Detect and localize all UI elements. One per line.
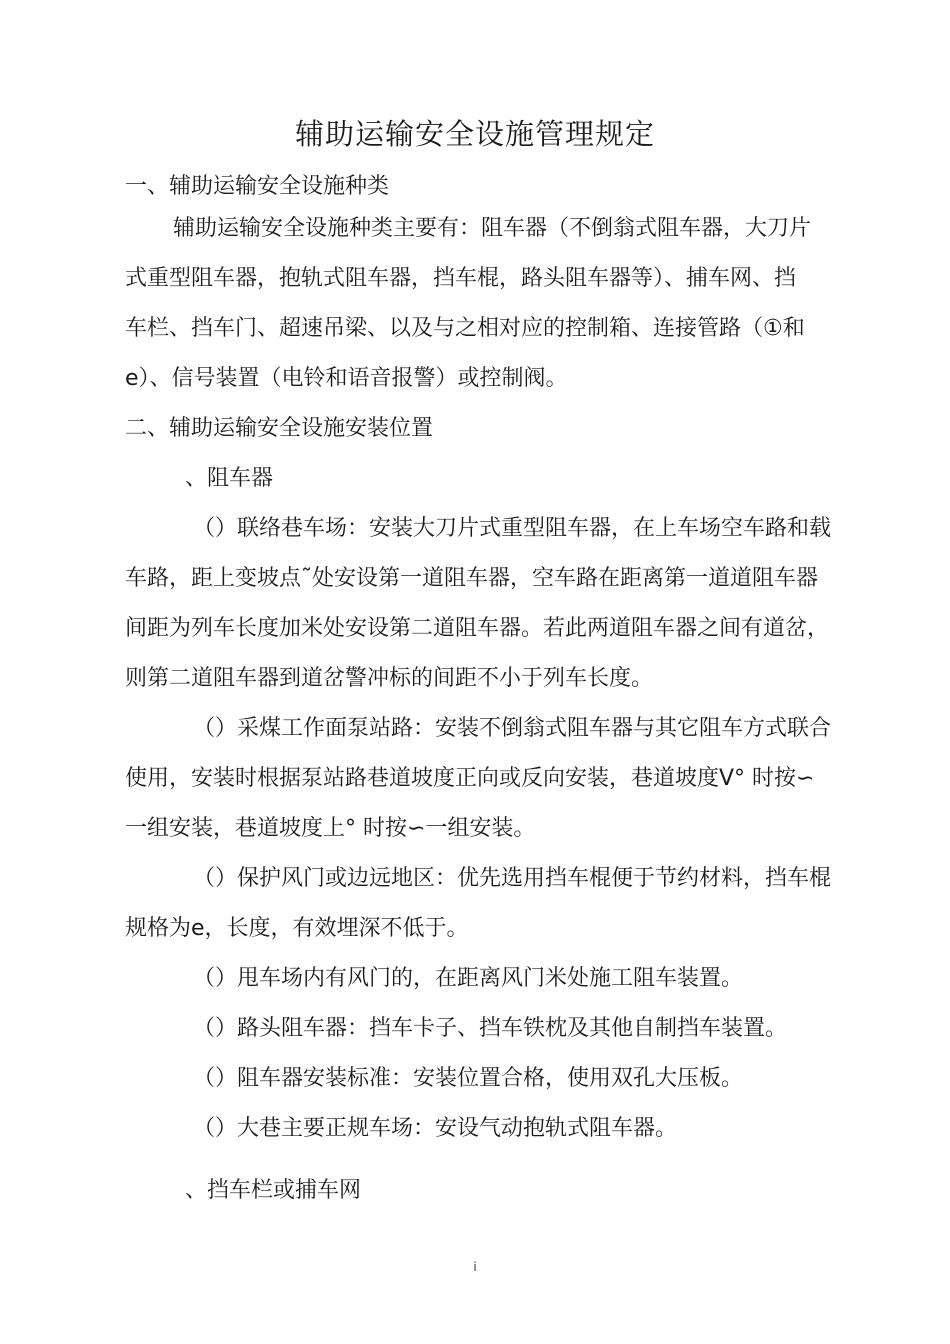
paragraph-line: （）甩车场内有风门的，在距离风门米处施工阻车装置。 (193, 966, 744, 991)
paragraph-line: （）保护风门或边远地区：优先选用挡车棍便于节约材料，挡车棍 (193, 866, 832, 891)
section-heading-2: 二、辅助运输安全设施安装位置 (125, 416, 434, 441)
subsection-heading: 、阻车器 (185, 466, 274, 491)
paragraph-line: 式重型阻车器，抱轨式阻车器，挡车棍，路头阻车器等）、捕车网、挡 (125, 266, 797, 291)
page-title: 辅助运输安全设施管理规定 (294, 117, 655, 151)
paragraph-line: 辅助运输安全设施种类主要有：阻车器（不倒翁式阻车器，大刀片 (173, 216, 812, 241)
subsection-heading: 、挡车栏或捕车网 (185, 1178, 362, 1203)
paragraph-line: （）采煤工作面泵站路：安装不倒翁式阻车器与其它阻车方式联合 (193, 716, 832, 741)
paragraph-line: e）、信号装置（电铃和语音报警）或控制阀。 (125, 366, 568, 391)
section-heading-1: 一、辅助运输安全设施种类 (125, 174, 390, 199)
paragraph-line: 间距为列车长度加米处安设第二道阻车器。若此两道阻车器之间有道岔， (125, 616, 830, 641)
paragraph-line: 车栏、挡车门、超速吊梁、以及与之相对应的控制箱、连接管路（①和 (125, 316, 805, 341)
paragraph-line: 则第二道阻车器到道岔警冲标的间距不小于列车长度。 (125, 666, 654, 691)
paragraph-line: 一组安装，巷道坡度上° 时按∽一组安装。 (125, 816, 536, 841)
paragraph-line: 使用，安装时根据泵站路巷道坡度正向或反向安装，巷道坡度V° 时按∽ (125, 766, 815, 791)
paragraph-line: （）阻车器安装标准：安装位置合格，使用双孔大压板。 (193, 1066, 744, 1091)
paragraph-line: （）联络巷车场：安装大刀片式重型阻车器，在上车场空车路和载 (193, 516, 832, 541)
paragraph-line: 车路，距上变坡点˜处安设第一道阻车器，空车路在距离第一道道阻车器 (125, 566, 819, 591)
page-number: i (473, 1260, 477, 1274)
paragraph-line: （）路头阻车器：挡车卡子、挡车铁枕及其他自制挡车装置。 (193, 1016, 788, 1041)
paragraph-line: 规格为e，长度，有效埋深不低于。 (125, 916, 469, 941)
paragraph-line: （）大巷主要正规车场：安设气动抱轨式阻车器。 (193, 1116, 678, 1141)
